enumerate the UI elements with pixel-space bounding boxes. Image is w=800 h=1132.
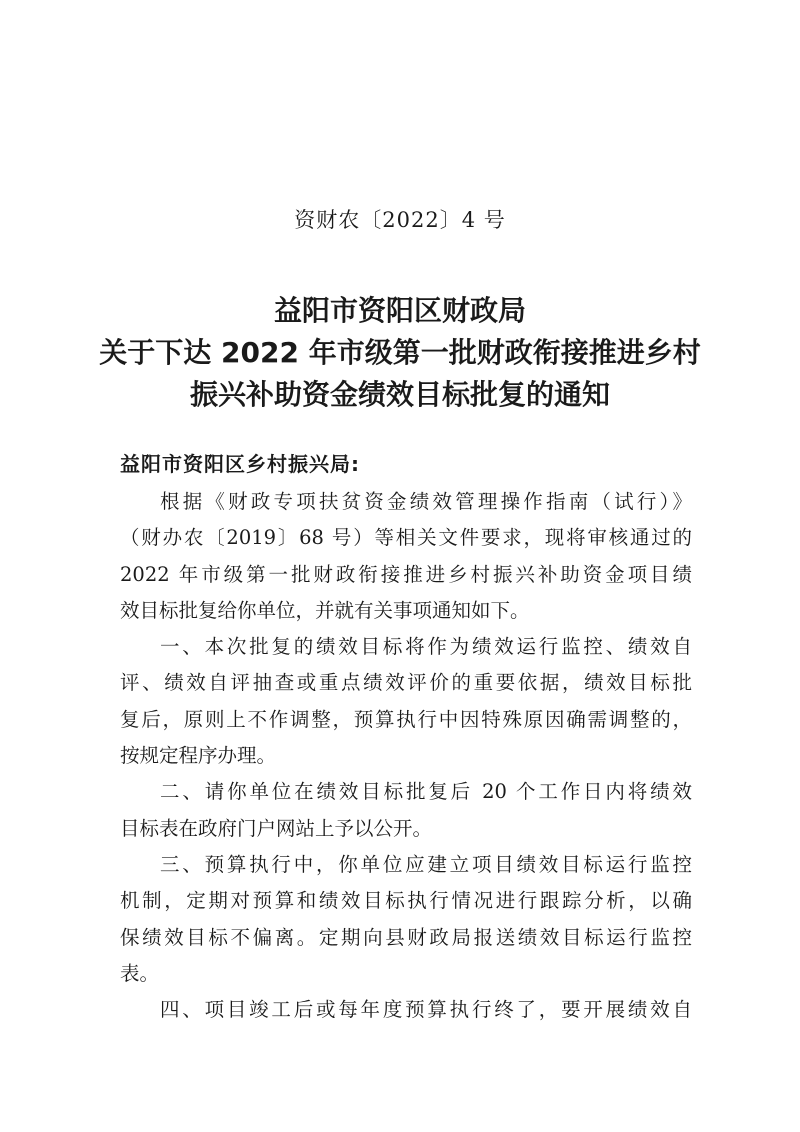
salutation: 益阳市资阳区乡村振兴局: xyxy=(120,452,360,476)
body-line: 三、预算执行中，你单位应建立项目绩效目标运行监控 xyxy=(160,852,692,876)
document-title xyxy=(0,290,800,416)
document-number: 资财农〔2022〕4 号 xyxy=(294,208,506,232)
body-line: 评、绩效自评抽查或重点绩效评价的重要依据，绩效目标批 xyxy=(120,671,692,695)
title-line-3: 振兴补助资金绩效目标批复的通知 xyxy=(189,378,610,411)
body-line: 表。 xyxy=(120,961,160,985)
body-line: （财办农〔2019〕68 号）等相关文件要求，现将审核通过的 xyxy=(120,526,692,550)
title-line-2: 关于下达 2022 年市级第一批财政衔接推进乡村 xyxy=(99,336,701,369)
body-line: 根据《财政专项扶贫资金绩效管理操作指南（试行）》 xyxy=(160,490,692,513)
title-line-1: 益阳市资阳区财政局 xyxy=(273,294,526,327)
body-line: 一、本次批复的绩效目标将作为绩效运行监控、绩效自 xyxy=(160,635,692,659)
body-line: 四、项目竣工后或每年度预算执行终了，要开展绩效自 xyxy=(160,998,692,1022)
body-line: 目标表在政府门户网站上予以公开。 xyxy=(120,816,433,840)
body-line: 按规定程序办理。 xyxy=(120,744,277,768)
body-line: 2022 年市级第一批财政衔接推进乡村振兴补助资金项目绩 xyxy=(120,562,692,586)
body-line: 二、请你单位在绩效目标批复后 20 个工作日内将绩效 xyxy=(160,780,692,804)
body-line: 保绩效目标不偏离。定期向县财政局报送绩效目标运行监控 xyxy=(120,925,692,949)
document-body xyxy=(120,484,692,1028)
body-line: 复后，原则上不作调整，预算执行中因特殊原因确需调整的， xyxy=(120,707,692,731)
body-line: 机制，定期对预算和绩效目标执行情况进行跟踪分析，以确 xyxy=(120,889,692,913)
body-line: 效目标批复给你单位，并就有关事项通知如下。 xyxy=(120,598,530,622)
